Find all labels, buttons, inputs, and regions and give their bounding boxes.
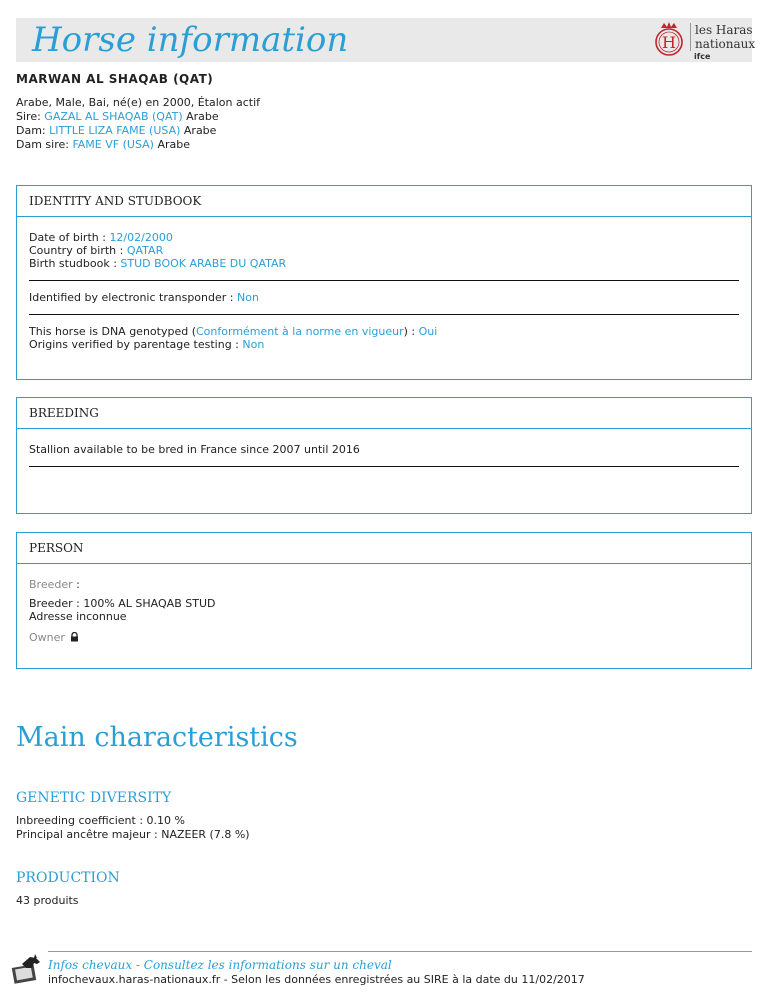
country-link[interactable]: QATAR bbox=[126, 244, 164, 257]
footer-title[interactable]: Infos chevaux - Consultez les informations sur un cheval bbox=[48, 958, 392, 972]
horse-description: Arabe, Male, Bai, né(e) en 2000, Étalon actif bbox=[16, 96, 261, 109]
inbreeding-coefficient: Inbreeding coefficient : 0.10 % bbox=[16, 814, 185, 827]
owner-row bbox=[29, 631, 739, 644]
dob-row: Date of birth : 12/02/2000 bbox=[29, 231, 173, 244]
breeder-label-row: Breeder : bbox=[29, 578, 80, 591]
lock-icon[interactable] bbox=[70, 632, 79, 642]
damsire-link[interactable]: FAME VF (USA) bbox=[72, 138, 154, 151]
page-title: Horse information bbox=[32, 20, 349, 60]
production-heading: PRODUCTION bbox=[16, 870, 120, 886]
genetic-diversity-heading: GENETIC DIVERSITY bbox=[16, 790, 172, 806]
dob-link[interactable]: 12/02/2000 bbox=[109, 231, 173, 244]
divider bbox=[29, 314, 739, 315]
breeding-heading: BREEDING bbox=[17, 398, 751, 429]
person-heading: PERSON bbox=[17, 533, 751, 564]
principal-ancestor: Principal ancêtre majeur : NAZEER (7.8 %) bbox=[16, 828, 250, 841]
studbook-link[interactable]: STUD BOOK ARABE DU QATAR bbox=[120, 257, 287, 270]
breeder-line: Breeder : 100% AL SHAQAB STUD bbox=[29, 597, 216, 610]
logo-wordmark: les Haras nationaux bbox=[690, 23, 755, 51]
infochevaux-horse-icon bbox=[10, 954, 46, 986]
divider bbox=[29, 280, 739, 281]
origins-link[interactable]: Non bbox=[242, 338, 265, 351]
breeder-address: Adresse inconnue bbox=[29, 610, 127, 623]
horse-summary bbox=[16, 96, 260, 152]
footer-source: infochevaux.haras-nationaux.fr - Selon les données enregistrées au SIRE à la date du 11/02/2017 bbox=[48, 973, 585, 986]
genetic-diversity-text bbox=[16, 814, 250, 842]
transponder-row: Identified by electronic transponder : Non bbox=[29, 291, 259, 304]
svg-text:H: H bbox=[662, 33, 676, 52]
country-row: Country of birth : QATAR bbox=[29, 244, 164, 257]
logo-ifce: ifce bbox=[694, 52, 711, 61]
person-section bbox=[16, 532, 752, 669]
studbook-row: Birth studbook : STUD BOOK ARABE DU QATAR bbox=[29, 257, 287, 270]
identity-section bbox=[16, 185, 752, 380]
haras-emblem-icon bbox=[652, 20, 686, 60]
dna-value-link[interactable]: Oui bbox=[418, 325, 438, 338]
footer-divider bbox=[48, 951, 752, 952]
dna-row: This horse is DNA genotyped (Conformément à la norme en vigueur) : Oui bbox=[29, 325, 438, 338]
divider bbox=[29, 466, 739, 467]
haras-nationaux-logo[interactable] bbox=[652, 20, 756, 62]
breeding-section bbox=[16, 397, 752, 514]
production-count: 43 produits bbox=[16, 894, 79, 907]
origins-row: Origins verified by parentage testing : Non bbox=[29, 338, 265, 351]
dam-line: Dam: LITTLE LIZA FAME (USA) Arabe bbox=[16, 124, 217, 137]
dam-link[interactable]: LITTLE LIZA FAME (USA) bbox=[49, 124, 181, 137]
owner-label[interactable]: Owner bbox=[29, 631, 65, 644]
horse-name: MARWAN AL SHAQAB (QAT) bbox=[16, 72, 214, 86]
dna-norm-link[interactable]: Conformément à la norme en vigueur bbox=[196, 325, 404, 338]
breeder-label[interactable]: Breeder bbox=[29, 578, 73, 591]
transponder-link[interactable]: Non bbox=[236, 291, 259, 304]
damsire-line: Dam sire: FAME VF (USA) Arabe bbox=[16, 138, 190, 151]
identity-heading: IDENTITY AND STUDBOOK bbox=[17, 186, 751, 217]
main-characteristics-title: Main characteristics bbox=[16, 722, 298, 753]
breeding-text: Stallion available to be bred in France since 2007 until 2016 bbox=[29, 443, 360, 456]
sire-link[interactable]: GAZAL AL SHAQAB (QAT) bbox=[44, 110, 183, 123]
sire-line: Sire: GAZAL AL SHAQAB (QAT) Arabe bbox=[16, 110, 219, 123]
